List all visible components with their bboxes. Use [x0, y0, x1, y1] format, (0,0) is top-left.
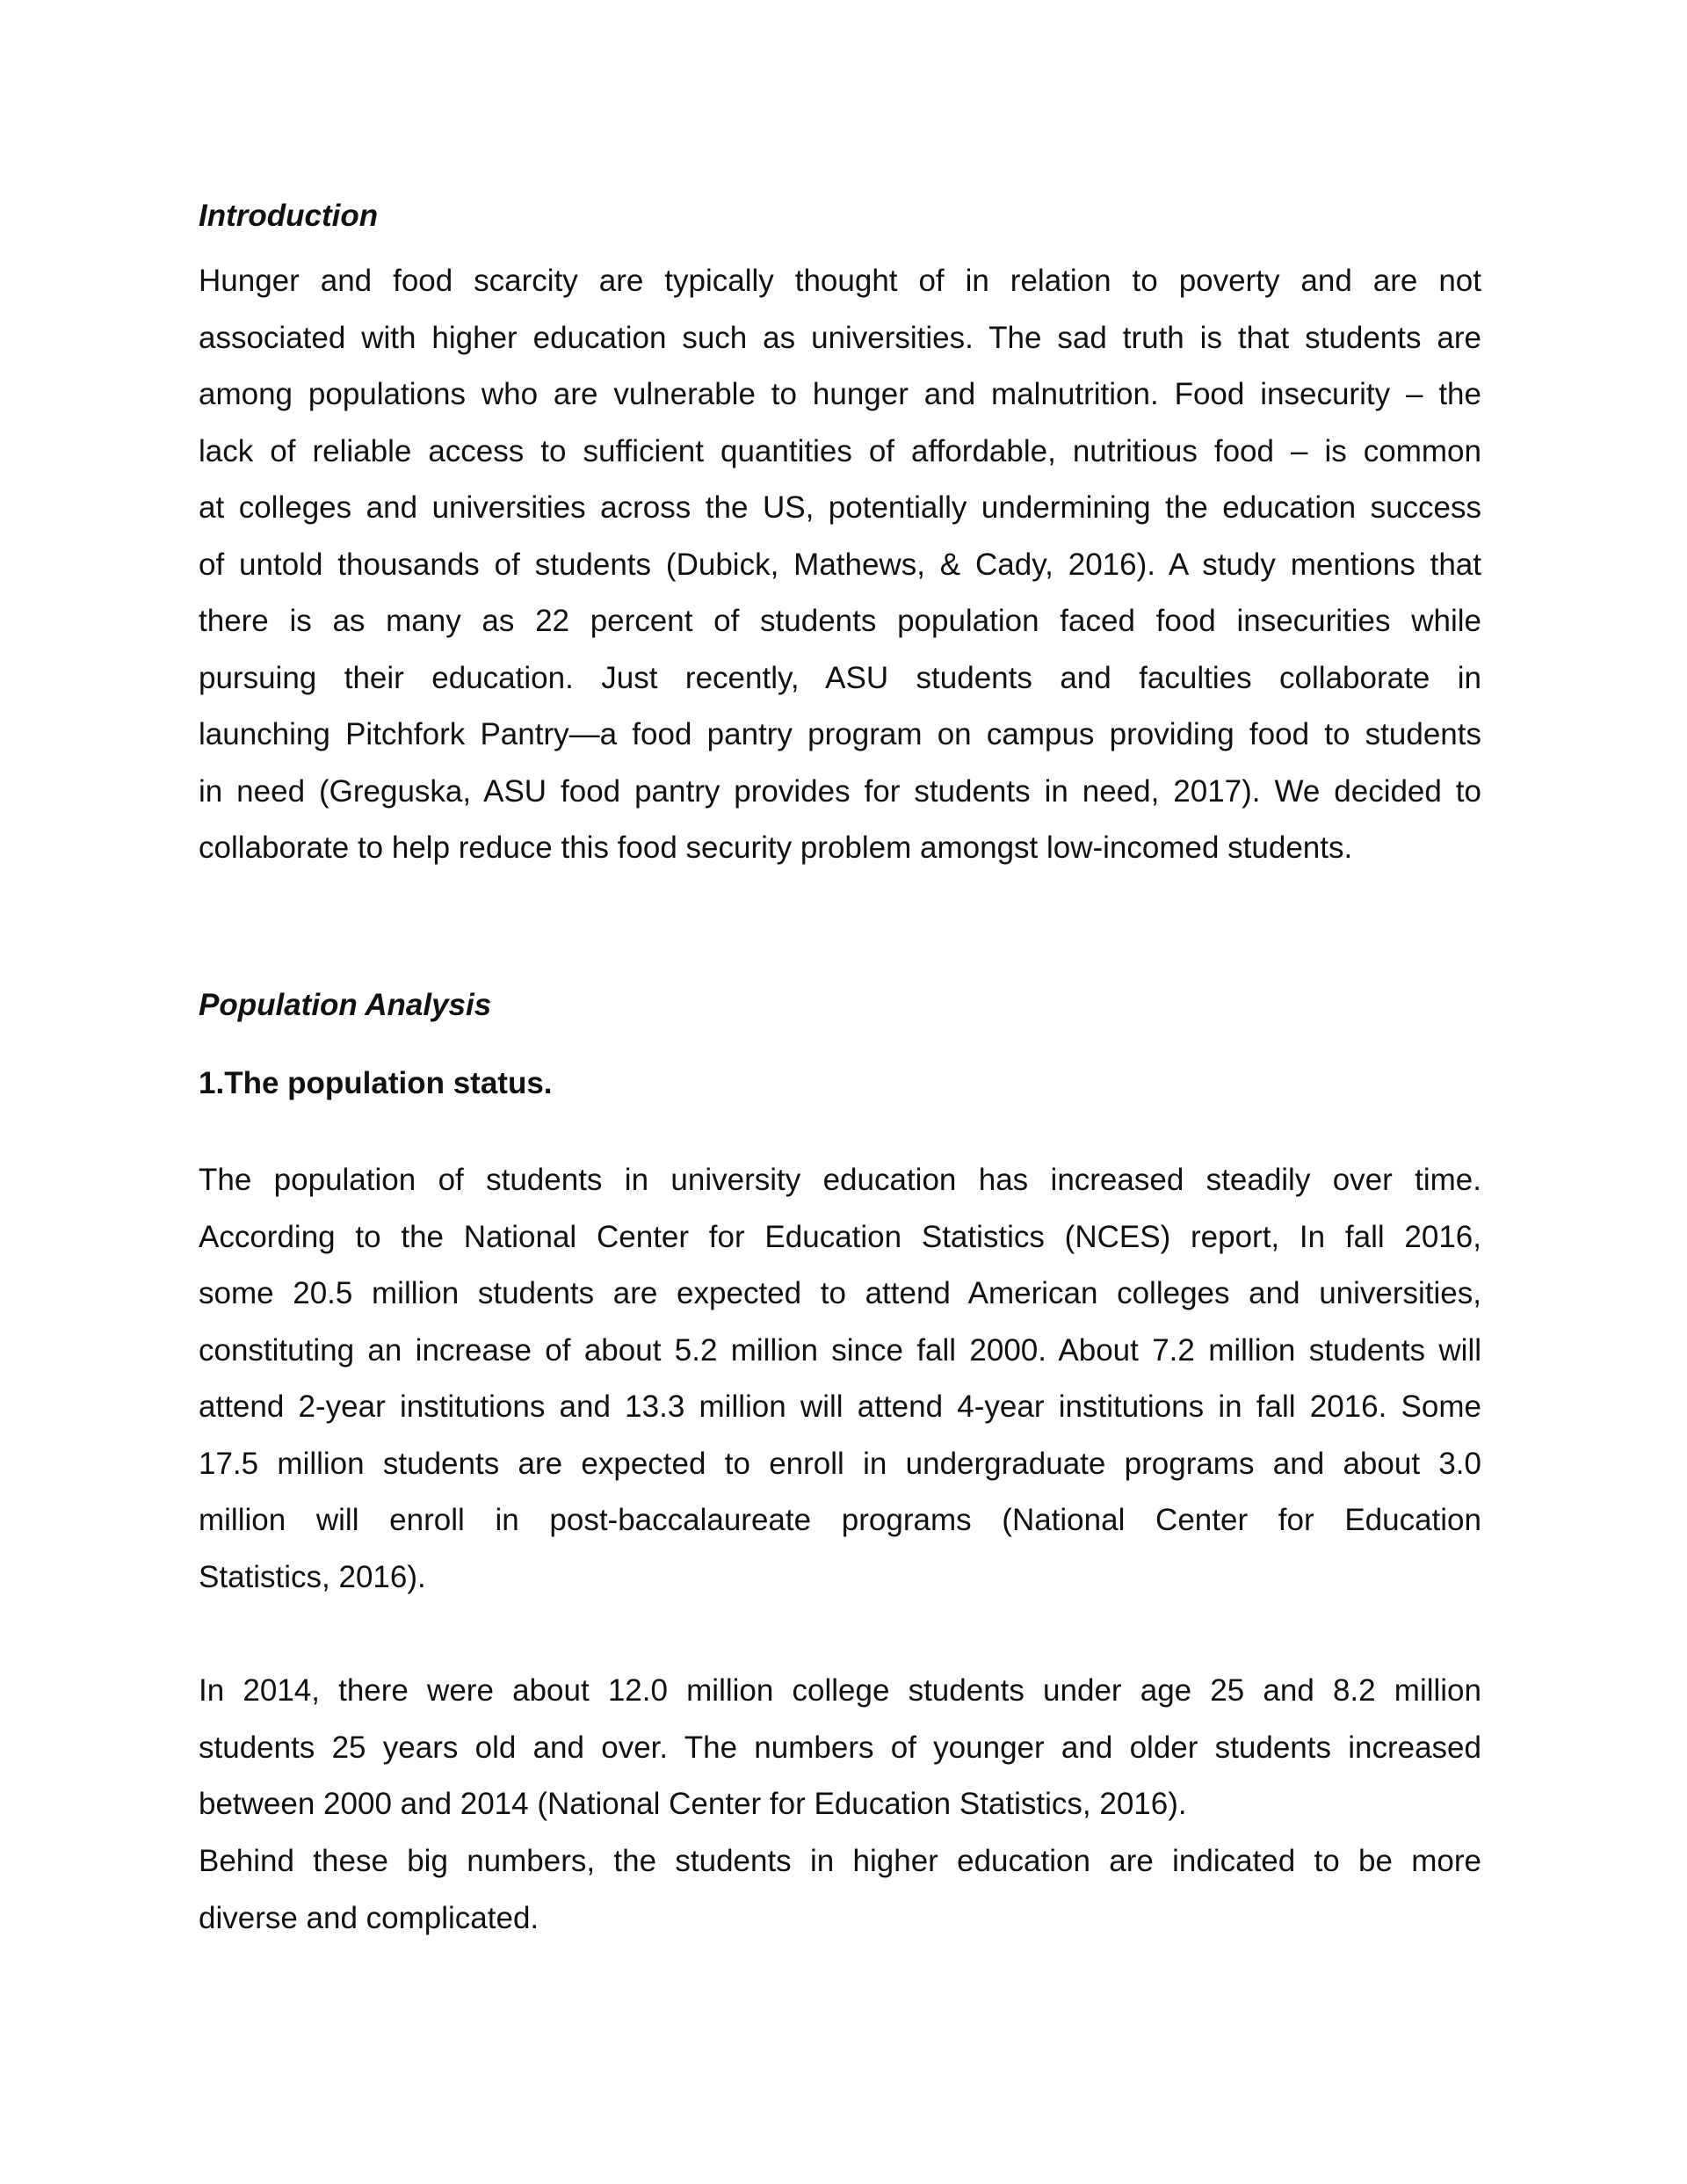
text-line: In 2014, there were about 12.0 million college students under age 25 and 8.2 million: [199, 1673, 1481, 1708]
text-line: there is as many as 22 percent of students population faced food insecurities while: [199, 604, 1481, 638]
text-line: pursuing their education. Just recently, ASU students and faculties collaborate in: [199, 660, 1481, 695]
text-line: at colleges and universities across the US, potentially undermining the education success: [199, 490, 1481, 525]
population-paragraph-2: [199, 1663, 1481, 1833]
text-line: between 2000 and 2014 (National Center for Education Statistics, 2016).: [199, 1787, 1187, 1821]
text-line: in need (Greguska, ASU food pantry provides for students in need, 2017). We decided to: [199, 773, 1481, 809]
text-line: Behind these big numbers, the students in higher education are indicated to be more: [199, 1844, 1481, 1878]
population-status-subheading: 1.The population status.: [199, 1066, 553, 1100]
text-line: million will enroll in post-baccalaureate programs (National Center for Education: [199, 1503, 1481, 1537]
text-line: diverse and complicated.: [199, 1900, 539, 1935]
text-line: attend 2-year institutions and 13.3 million will attend 4-year institutions in fall 2016. Some: [199, 1389, 1481, 1424]
text-line: students 25 years old and over. The numbers of younger and older students increased: [199, 1730, 1481, 1765]
population-paragraph-3: [199, 1833, 1481, 1947]
text-line: collaborate to help reduce this food security problem amongst low-incomed students.: [199, 831, 1353, 865]
introduction-paragraph: [199, 253, 1481, 877]
text-line: some 20.5 million students are expected to attend American colleges and universities,: [199, 1276, 1481, 1310]
population-paragraph-1: [199, 1152, 1481, 1606]
text-line: According to the National Center for Education Statistics (NCES) report, In fall 2016,: [199, 1219, 1481, 1254]
text-line: Statistics, 2016).: [199, 1559, 426, 1594]
text-line: among populations who are vulnerable to hunger and malnutrition. Food insecurity – the: [199, 377, 1481, 411]
text-line: of untold thousands of students (Dubick, Mathews, & Cady, 2016). A study mentions that: [199, 547, 1481, 582]
text-line: lack of reliable access to sufficient quantities of affordable, nutritious food – is common: [199, 433, 1481, 468]
introduction-heading: Introduction: [199, 199, 379, 233]
text-line: The population of students in university education has increased steadily over time.: [199, 1163, 1481, 1197]
text-line: Hunger and food scarcity are typically thought of in relation to poverty and are not: [199, 264, 1481, 298]
population-analysis-heading: Population Analysis: [199, 988, 492, 1022]
text-line: constituting an increase of about 5.2 million since fall 2000. About 7.2 million students will: [199, 1332, 1481, 1368]
text-line: launching Pitchfork Pantry—a food pantry program on campus providing food to students: [199, 717, 1481, 751]
text-line: associated with higher education such as universities. The sad truth is that students are: [199, 320, 1481, 355]
text-line: 17.5 million students are expected to enroll in undergraduate programs and about 3.0: [199, 1446, 1481, 1481]
